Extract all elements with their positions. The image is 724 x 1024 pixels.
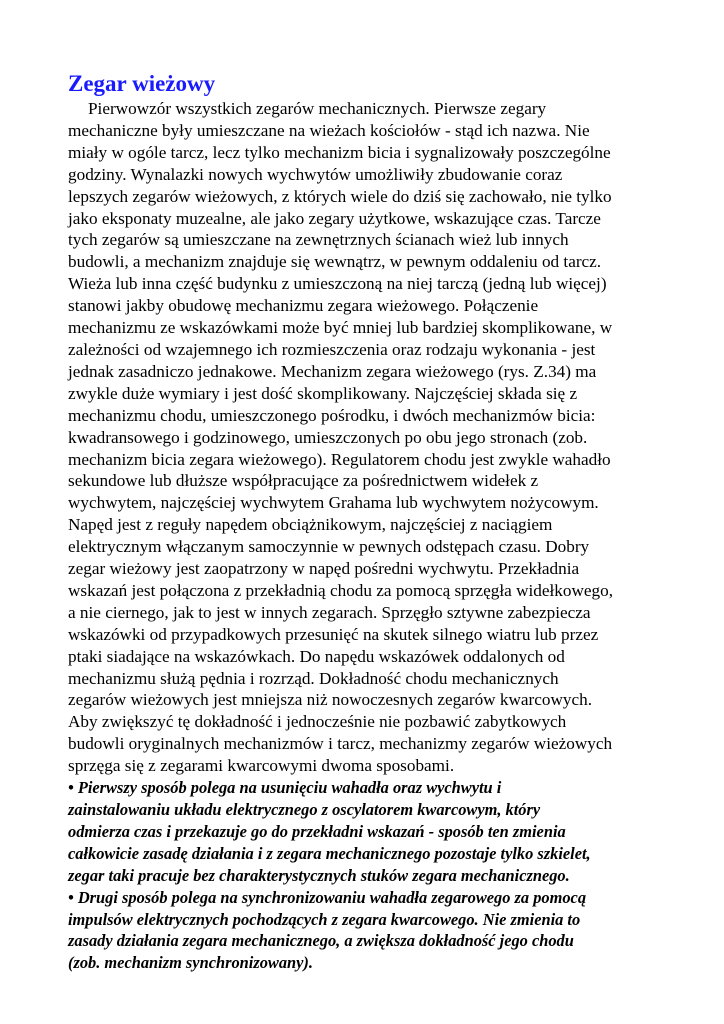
body-line: stanowi jakby obudowę mechanizmu zegara wieżowego. Połączenie	[68, 296, 539, 316]
body-line: mechanizmu służą pędnia i rozrząd. Dokładność chodu mechanicznych	[68, 668, 559, 688]
body-line: wskazań jest połączona z przekładnią chodu za pomocą sprzęgła widełkowego,	[68, 580, 613, 600]
bullet-line: impulsów elektrycznych pochodzących z zegara kwarcowego. Nie zmienia to	[68, 909, 581, 929]
body-line: zegar wieżowy jest zaopatrzony w napęd pośredni wychwytu. Przekładnia	[68, 559, 580, 579]
body-line: zegarów wieżowych jest mniejsza niż nowoczesnych zegarów kwarcowych.	[68, 690, 593, 710]
bullet-line: zasady działania zegara mechanicznego, a zwiększa dokładność jego chodu	[68, 931, 574, 951]
body-line: sprzęga się z zegarami kwarcowymi dwoma sposobami.	[68, 756, 455, 776]
bullet-line: odmierza czas i przekazuje go do przekładni wskazań - sposób ten zmienia	[68, 821, 566, 841]
body-line: Pierwowzór wszystkich zegarów mechanicznych. Pierwsze zegary	[88, 99, 547, 118]
body-line: jako eksponaty muzealne, ale jako zegary użytkowe, wskazujące czas. Tarcze	[68, 208, 601, 228]
body-line: miały w ogóle tarcz, lecz tylko mechanizm bicia i sygnalizowały poszczególne	[68, 142, 611, 162]
document-title: Zegar wieżowy	[68, 71, 216, 96]
body-line: zależności od wzajemnego ich rozmieszczenia oraz rodzaju wykonania - jest	[68, 339, 596, 359]
bullet-line: zegar taki pracuje bez charakterystycznych stuków zegara mechanicznego.	[68, 865, 570, 885]
body-line: mechanizmu chodu, umieszczonego pośrodku, i dwóch mechanizmów bicia:	[68, 405, 596, 425]
document-page	[68, 70, 658, 974]
body-line: godziny. Wynalazki nowych wychwytów umożliwiły zbudowanie coraz	[68, 164, 563, 184]
body-line: sekundowe lub dłuższe współpracujące za pośrednictwem widełek z	[68, 471, 539, 491]
body-line: mechaniczne były umieszczane na wieżach kościołów - stąd ich nazwa. Nie	[68, 120, 590, 140]
bullet-list	[68, 777, 658, 974]
bullet-line: zainstalowaniu układu elektrycznego z oscylatorem kwarcowym, który	[68, 800, 541, 819]
body-line: mechanizm bicia zegara wieżowego). Regulatorem chodu jest zwykle wahadło	[68, 449, 611, 469]
body-line: wychwytem, najczęściej wychwytem Grahama lub wychwytem nożycowym.	[68, 493, 599, 513]
body-line: ptaki siadające na wskazówkach. Do napędu wskazówek oddalonych od	[68, 646, 565, 666]
body-line: budowli, a mechanizm znajduje się wewnątrz, w pewnym oddaleniu od tarcz.	[68, 252, 602, 272]
body-line: zwykle duże wymiary i jest dość skomplikowany. Najczęściej składa się z	[68, 383, 578, 403]
body-line: mechanizmu ze wskazówkami może być mniej lub bardziej skomplikowane, w	[68, 318, 613, 338]
body-line: jednak zasadniczo jednakowe. Mechanizm zegara wieżowego (rys. Z.34) ma	[68, 361, 597, 381]
body-line: elektrycznym włączanym samoczynnie w pewnych odstępach czasu. Dobry	[68, 537, 590, 557]
body-line: a nie ciernego, jak to jest w innych zegarach. Sprzęgło sztywne zabezpiecza	[68, 602, 591, 622]
bullet-line: • Pierwszy sposób polega na usunięciu wahadła oraz wychwytu i	[68, 778, 502, 798]
bullet-line: (zob. mechanizm synchronizowany).	[68, 953, 313, 973]
body-line: lepszych zegarów wieżowych, z których wiele do dziś się zachowało, nie tylko	[68, 186, 612, 206]
body-paragraph	[68, 98, 658, 777]
body-line: Aby zwiększyć tę dokładność i jednocześnie nie pozbawić zabytkowych	[68, 712, 567, 732]
bullet-line: • Drugi sposób polega na synchronizowaniu wahadła zegarowego za pomocą	[68, 887, 587, 907]
bullet-line: całkowicie zasadę działania i z zegara mechanicznego pozostaje tylko szkielet,	[68, 843, 591, 863]
body-line: budowli oryginalnych mechanizmów i tarcz, mechanizmy zegarów wieżowych	[68, 734, 613, 754]
body-line: Wieża lub inna część budynku z umieszczoną na niej tarczą (jedną lub więcej)	[68, 274, 607, 294]
body-line: wskazówki od przypadkowych przesunięć na skutek silnego wiatru lub przez	[68, 624, 599, 644]
body-line: kwadransowego i godzinowego, umieszczonych po obu jego stronach (zob.	[68, 427, 588, 447]
body-line: tych zegarów są umieszczane na zewnętrznych ścianach wież lub innych	[68, 230, 569, 250]
body-line: Napęd jest z reguły napędem obciążnikowym, najczęściej z naciągiem	[68, 515, 553, 535]
